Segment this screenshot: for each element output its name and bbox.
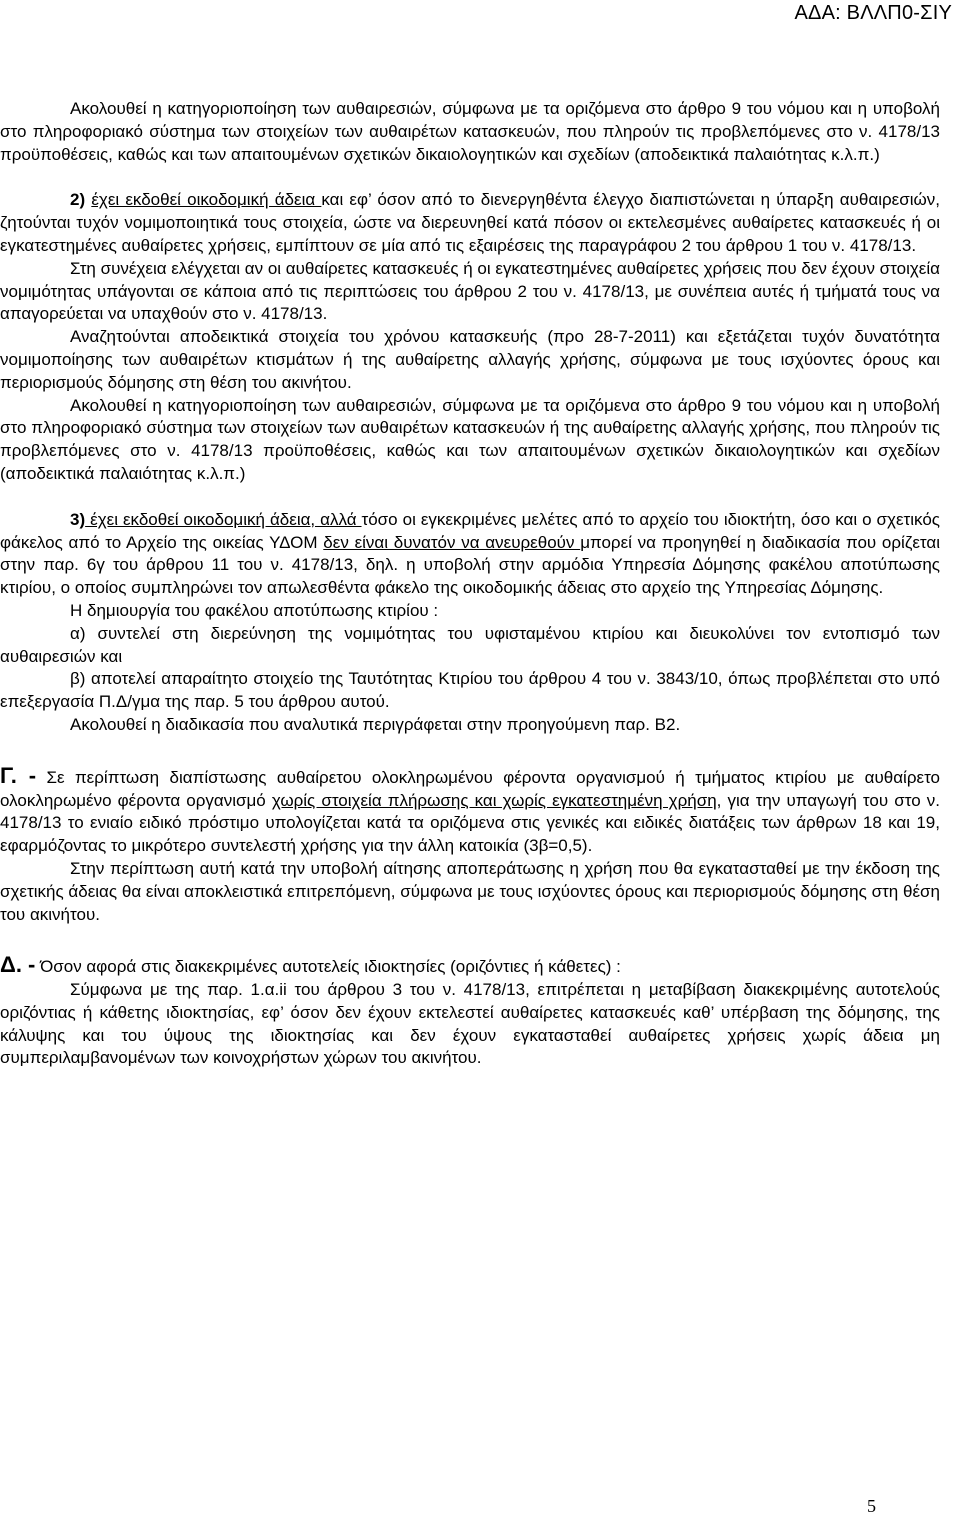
section-d-letter: Δ. -	[0, 952, 36, 978]
section-g-text-1: Σε περίπτωση διαπίστωσης αυθαίρετου ολοκληρωμένου φέροντα οργανισμού ή τμήματος κτιρίου με αυθαίρετο ολοκληρωμένο φέροντα οργανισμό	[0, 767, 940, 810]
section-2-number: 2)	[70, 190, 86, 210]
section-2	[0, 189, 940, 257]
section-3-lead: έχει εκδοθεί οικοδομική άδεια, αλλά	[85, 509, 362, 529]
section-g-underlined: χωρίς στοιχεία πλήρωσης και χωρίς εγκατεστημένη χρήση,	[271, 790, 722, 810]
section-g	[0, 762, 940, 858]
section-g-text-2: για την υπαγωγή του στο ν. 4178/13 το ενιαίο ειδικό πρόστιμο υπολογίζεται κατά τα οριζόμενα στις γενικές και ειδικές διατάξεις των άρθρων 18 και 19, εφαρμόζοντας το μικρότερο συντελεστή χρήσης για την άλλη κατοικία (3β=0,5).	[0, 790, 940, 856]
section-3-underlined: δεν είναι δυνατόν να ανευρεθούν	[323, 532, 581, 552]
section-d	[0, 954, 940, 979]
section-3-mid: τόσο οι εγκεκριμένες μελέτες από το αρχείο του ιδιοκτήτη, όσο και ο σχετικός φάκελος από το Αρχείο της οικείας ΥΔΟΜ	[0, 509, 940, 552]
section-3-text: μπορεί να προηγηθεί η διαδικασία που ορίζεται στην παρ. 6γ του άρθρου 11 του ν. 4178/13, δηλ. η υποβολή στην αρμόδια Υπηρεσία Δόμησης φακέλου αποτύπωσης κτιρίου, ο οποίος συμπληρώνει τον απωλεσθέντα φάκελο της οικοδομικής άδειας στο αρχείο της Υπηρεσίας Δόμησης.	[0, 532, 940, 598]
section-g-letter: Γ. -	[0, 762, 37, 788]
section-2-paragraph-c: Αναζητούνται αποδεικτικά στοιχεία του χρόνου κατασκευής (προ 28-7-2011) και εξετάζεται τυχόν δυνατότητα νομιμοποίησης των αυθαιρέτων κτισμάτων ή της αυθαίρετης αλλαγής χρήσης, σύμφωνα με τους ισχύοντες όρους και περιορισμούς δόμησης στη θέση του ακινήτου.	[0, 327, 940, 392]
section-3-number: 3)	[70, 509, 86, 529]
document-code: ΑΔΑ: ΒΛΛΠ0-ΣΙΥ	[794, 2, 952, 24]
section-2-paragraph-d: Ακολουθεί η κατηγοριοποίηση των αυθαιρεσιών, σύμφωνα με τα οριζόμενα στο άρθρο 9 του νόμου και η υποβολή στο πληροφοριακό σύστημα των στοιχείων των αυθαιρέτων κατασκευών ή της αυθαίρετης αλλαγής χρήσης, που πληρούν τις προβλεπόμενες στο ν. 4178/13 προϋποθέσεις, καθώς και των απαιτουμένων σχετικών δικαιολογητικών και σχεδίων (αποδεικτικά παλαιότητας κ.λ.π.)	[0, 395, 940, 483]
section-2-paragraph-b: Στη συνέχεια ελέγχεται αν οι αυθαίρετες κατασκευές ή οι εγκατεστημένες αυθαίρετες χρήσεις που δεν έχουν στοιχεία νομιμότητας υπάγονται σε κάποια από τις περιπτώσεις του άρθρου 2 του ν. 4178/13, με συνέπεια αυτές ή τμήματά τους να απαγορεύεται να υπαχθούν στο ν. 4178/13.	[0, 258, 940, 324]
section-2-text: και εφ’ όσον από το διενεργηθέντα έλεγχο διαπιστώνεται η ύπαρξη αυθαιρεσιών, ζητούνται τυχόν νομιμοποιητικά τους στοιχεία, ώστε να διερευνηθεί κατά πόσον οι εκτελεσμένες αυθαίρετες κατασκευές ή οι εγκατεστημένες αυθαίρετες χρήσεις, εμπίπτουν σε μία από τις εξαιρέσεις της παραγράφου 2 του άρθρου 1 του ν. 4178/13.	[0, 190, 940, 255]
section-3-paragraph-e: Ακολουθεί η διαδικασία που αναλυτικά περιγράφεται στην προηγούμενη παρ. Β2.	[70, 714, 681, 734]
document-body	[0, 98, 940, 1070]
section-g-paragraph-b: Στην περίπτωση αυτή κατά την υποβολή αίτησης αποπεράτωσης η χρήση που θα εγκατασταθεί με την έκδοση της σχετικής άδειας θα είναι αποκλειστικά επιτρεπόμενη, σύμφωνα με τους ισχύοντες όρους και περιορισμούς δόμησης στη θέση του ακινήτου.	[0, 858, 940, 924]
section-d-text: Όσον αφορά στις διακεκριμένες αυτοτελείς ιδιοκτησίες (οριζόντιες ή κάθετες) :	[35, 957, 621, 977]
section-3-paragraph-c: α) συντελεί στη διερεύνηση της νομιμότητας του υφισταμένου κτιρίου και διευκολύνει τον εντοπισμό των αυθαιρεσιών και	[0, 623, 940, 666]
section-3	[0, 509, 940, 600]
paragraph-categorization: Ακολουθεί η κατηγοριοποίηση των αυθαιρεσιών, σύμφωνα με τα οριζόμενα στο άρθρο 9 του νόμου και η υποβολή στο πληροφοριακό σύστημα των στοιχείων των αυθαιρέτων κατασκευών, που πληρούν τις προβλεπόμενες στο ν. 4178/13 προϋποθέσεις, καθώς και των απαιτουμένων σχετικών δικαιολογητικών και σχεδίων (αποδεικτικά παλαιότητας κ.λ.π.)	[0, 99, 940, 164]
section-3-paragraph-d: β) αποτελεί απαραίτητο στοιχείο της Ταυτότητας Κτιρίου του άρθρου 4 του ν. 3843/10, όπως προβλέπεται στο υπό επεξεργασία Π.Δ/γμα της παρ. 5 του άρθρου αυτού.	[0, 669, 940, 712]
section-2-lead: έχει εκδοθεί οικοδομική άδεια	[91, 190, 322, 210]
section-3-paragraph-b: Η δημιουργία του φακέλου αποτύπωσης κτιρίου :	[70, 600, 439, 620]
page-number: 5	[867, 1496, 876, 1516]
section-d-paragraph-b: Σύμφωνα με της παρ. 1.α.ii του άρθρου 3 του ν. 4178/13, επιτρέπεται η μεταβίβαση διακεκριμένης αυτοτελούς οριζόντιας ή κάθετης ιδιοκτησίας, εφ’ όσον δεν έχουν εκτελεστεί αυθαίρετες κατασκευές καθ’ υπέρβαση της δόμησης, της κάλυψης και του ύψους της ιδιοκτησίας και δεν έχουν εγκατασταθεί αυθαίρετες χρήσεις χωρίς άδεια μη συμπεριλαμβανομένων των κοινοχρήστων χώρων του ακινήτου.	[0, 980, 940, 1068]
